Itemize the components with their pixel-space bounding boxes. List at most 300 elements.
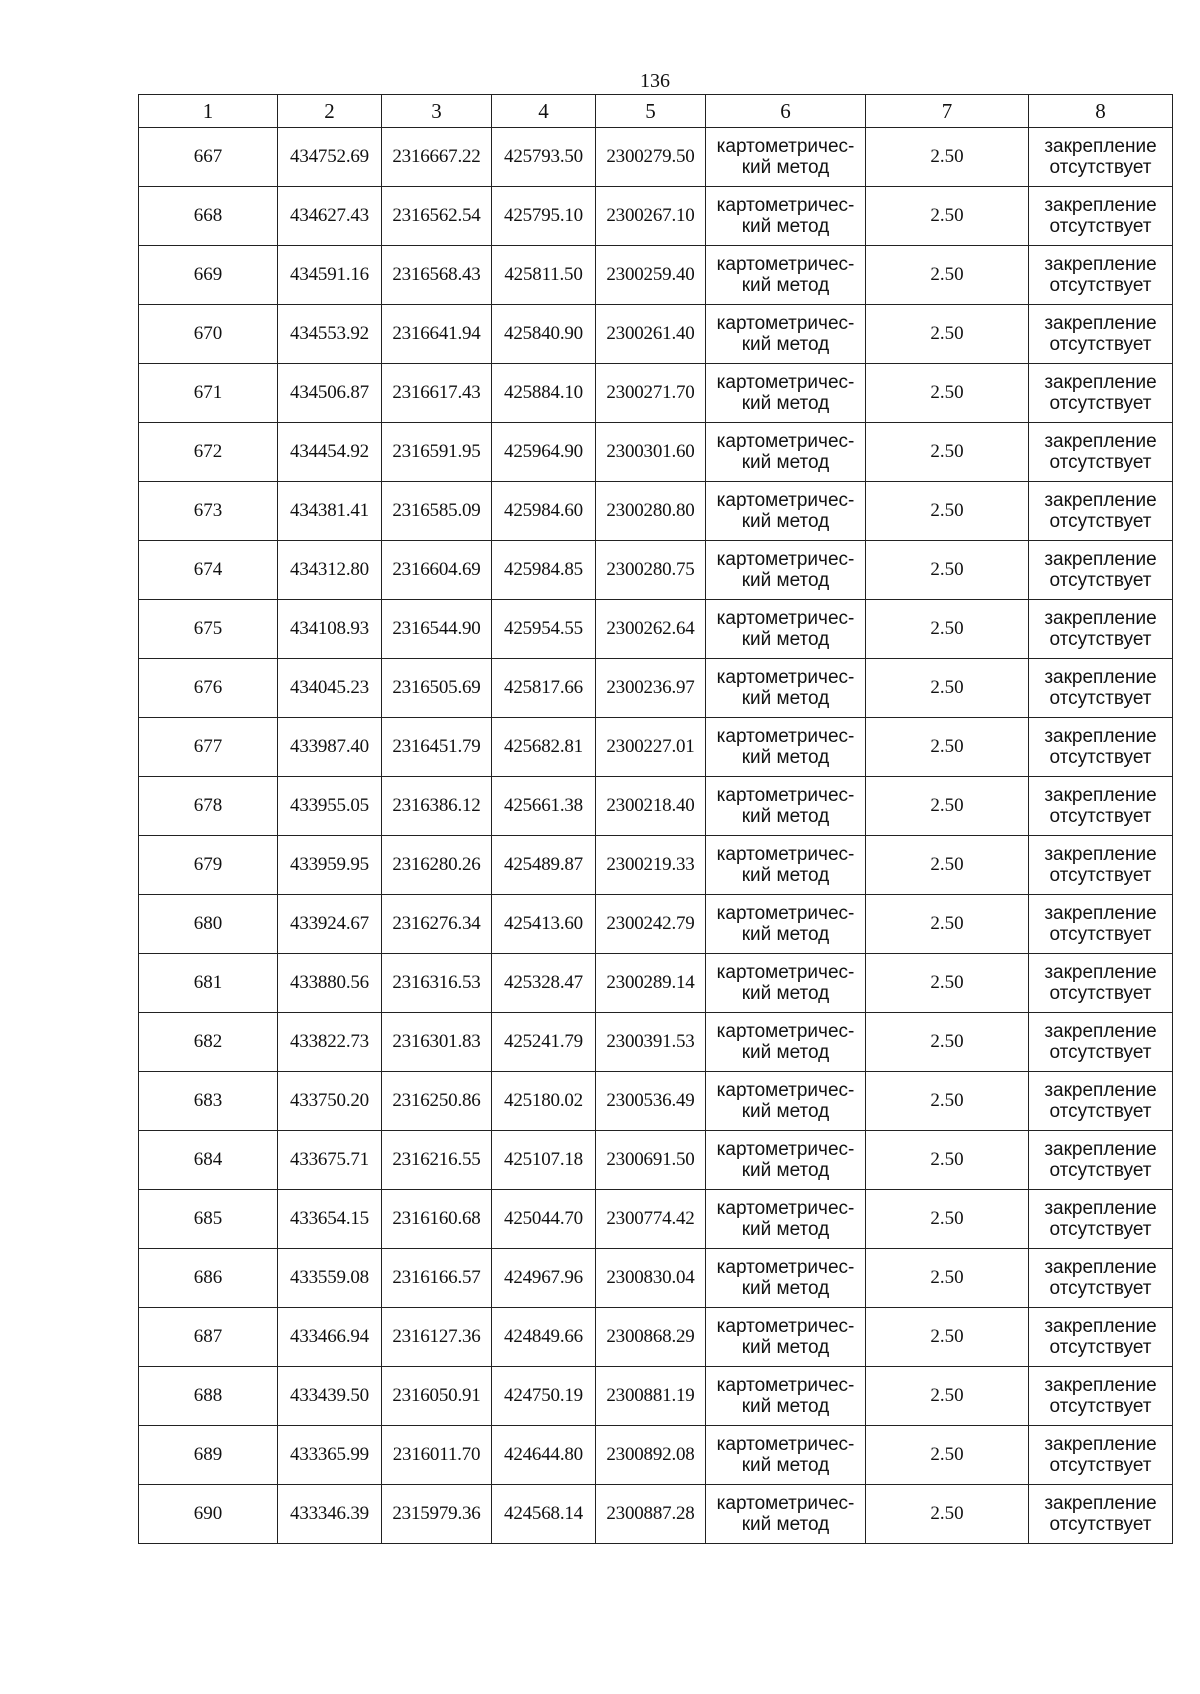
method-line: картометричес- bbox=[716, 1316, 855, 1337]
table-row bbox=[139, 659, 1173, 718]
table-row bbox=[139, 1131, 1173, 1190]
x-coordinate-cell: 433822.73 bbox=[278, 1013, 382, 1072]
fixation-line: закрепление bbox=[1044, 962, 1157, 983]
method-line: кий метод bbox=[741, 629, 830, 650]
y2-coordinate-cell: 2300267.10 bbox=[596, 187, 706, 246]
x-coordinate-cell: 433675.71 bbox=[278, 1131, 382, 1190]
method-cell bbox=[706, 1131, 866, 1190]
point-number-cell: 679 bbox=[139, 836, 278, 895]
point-number-cell: 676 bbox=[139, 659, 278, 718]
method-line: картометричес- bbox=[716, 372, 855, 393]
method-line: кий метод bbox=[741, 924, 830, 945]
x-coordinate-cell: 434454.92 bbox=[278, 423, 382, 482]
fixation-line: закрепление bbox=[1044, 903, 1157, 924]
fixation-line: отсутствует bbox=[1049, 1101, 1152, 1122]
fixation-line: закрепление bbox=[1044, 726, 1157, 747]
y2-coordinate-cell: 2300262.64 bbox=[596, 600, 706, 659]
x2-coordinate-cell: 425817.66 bbox=[492, 659, 596, 718]
x-coordinate-cell: 434381.41 bbox=[278, 482, 382, 541]
method-line: кий метод bbox=[741, 452, 830, 473]
method-line: кий метод bbox=[741, 1514, 830, 1535]
fixation-cell bbox=[1029, 1308, 1173, 1367]
method-line: кий метод bbox=[741, 570, 830, 591]
table-row bbox=[139, 1072, 1173, 1131]
accuracy-cell: 2.50 bbox=[866, 777, 1029, 836]
column-header: 7 bbox=[866, 95, 1029, 128]
method-cell bbox=[706, 836, 866, 895]
accuracy-cell: 2.50 bbox=[866, 1249, 1029, 1308]
point-number-cell: 673 bbox=[139, 482, 278, 541]
x2-coordinate-cell: 424644.80 bbox=[492, 1426, 596, 1485]
x2-coordinate-cell: 425984.85 bbox=[492, 541, 596, 600]
method-cell bbox=[706, 423, 866, 482]
y2-coordinate-cell: 2300242.79 bbox=[596, 895, 706, 954]
column-header: 1 bbox=[139, 95, 278, 128]
table-body bbox=[139, 128, 1173, 1544]
x2-coordinate-cell: 425241.79 bbox=[492, 1013, 596, 1072]
fixation-cell bbox=[1029, 1190, 1173, 1249]
fixation-line: отсутствует bbox=[1049, 629, 1152, 650]
fixation-line: отсутствует bbox=[1049, 275, 1152, 296]
x-coordinate-cell: 434045.23 bbox=[278, 659, 382, 718]
table-row bbox=[139, 482, 1173, 541]
fixation-line: отсутствует bbox=[1049, 688, 1152, 709]
method-line: кий метод bbox=[741, 1337, 830, 1358]
y-coordinate-cell: 2316011.70 bbox=[382, 1426, 492, 1485]
accuracy-cell: 2.50 bbox=[866, 1308, 1029, 1367]
method-line: картометричес- bbox=[716, 726, 855, 747]
method-cell bbox=[706, 1072, 866, 1131]
table-row bbox=[139, 1249, 1173, 1308]
accuracy-cell: 2.50 bbox=[866, 895, 1029, 954]
x2-coordinate-cell: 425984.60 bbox=[492, 482, 596, 541]
x-coordinate-cell: 434591.16 bbox=[278, 246, 382, 305]
y-coordinate-cell: 2316301.83 bbox=[382, 1013, 492, 1072]
table-row bbox=[139, 1308, 1173, 1367]
method-line: кий метод bbox=[741, 1396, 830, 1417]
method-line: картометричес- bbox=[716, 195, 855, 216]
point-number-cell: 681 bbox=[139, 954, 278, 1013]
y2-coordinate-cell: 2300391.53 bbox=[596, 1013, 706, 1072]
fixation-cell bbox=[1029, 482, 1173, 541]
point-number-cell: 689 bbox=[139, 1426, 278, 1485]
column-header: 2 bbox=[278, 95, 382, 128]
method-cell bbox=[706, 1485, 866, 1544]
method-line: кий метод bbox=[741, 806, 830, 827]
method-line: картометричес- bbox=[716, 136, 855, 157]
method-cell bbox=[706, 187, 866, 246]
x2-coordinate-cell: 425682.81 bbox=[492, 718, 596, 777]
method-line: картометричес- bbox=[716, 1021, 855, 1042]
method-line: картометричес- bbox=[716, 254, 855, 275]
fixation-line: отсутствует bbox=[1049, 1337, 1152, 1358]
table-row bbox=[139, 187, 1173, 246]
fixation-line: отсутствует bbox=[1049, 806, 1152, 827]
x2-coordinate-cell: 425413.60 bbox=[492, 895, 596, 954]
table-row bbox=[139, 128, 1173, 187]
fixation-line: закрепление bbox=[1044, 1080, 1157, 1101]
x2-coordinate-cell: 424849.66 bbox=[492, 1308, 596, 1367]
fixation-line: отсутствует bbox=[1049, 1278, 1152, 1299]
method-line: кий метод bbox=[741, 1042, 830, 1063]
table-row bbox=[139, 836, 1173, 895]
fixation-cell bbox=[1029, 246, 1173, 305]
table-row bbox=[139, 600, 1173, 659]
method-cell bbox=[706, 364, 866, 423]
fixation-cell bbox=[1029, 1072, 1173, 1131]
fixation-cell bbox=[1029, 718, 1173, 777]
accuracy-cell: 2.50 bbox=[866, 364, 1029, 423]
fixation-line: отсутствует bbox=[1049, 452, 1152, 473]
fixation-cell bbox=[1029, 600, 1173, 659]
method-cell bbox=[706, 246, 866, 305]
y-coordinate-cell: 2316505.69 bbox=[382, 659, 492, 718]
fixation-line: закрепление bbox=[1044, 1139, 1157, 1160]
table-row bbox=[139, 718, 1173, 777]
method-line: картометричес- bbox=[716, 1080, 855, 1101]
x2-coordinate-cell: 425884.10 bbox=[492, 364, 596, 423]
method-line: картометричес- bbox=[716, 844, 855, 865]
accuracy-cell: 2.50 bbox=[866, 305, 1029, 364]
y-coordinate-cell: 2316641.94 bbox=[382, 305, 492, 364]
point-number-cell: 688 bbox=[139, 1367, 278, 1426]
fixation-cell bbox=[1029, 364, 1173, 423]
fixation-line: отсутствует bbox=[1049, 747, 1152, 768]
method-line: кий метод bbox=[741, 983, 830, 1004]
fixation-line: закрепление bbox=[1044, 313, 1157, 334]
y2-coordinate-cell: 2300301.60 bbox=[596, 423, 706, 482]
table-row bbox=[139, 364, 1173, 423]
column-header: 8 bbox=[1029, 95, 1173, 128]
method-line: кий метод bbox=[741, 393, 830, 414]
x-coordinate-cell: 434312.80 bbox=[278, 541, 382, 600]
y2-coordinate-cell: 2300868.29 bbox=[596, 1308, 706, 1367]
x2-coordinate-cell: 425180.02 bbox=[492, 1072, 596, 1131]
x2-coordinate-cell: 425107.18 bbox=[492, 1131, 596, 1190]
fixation-cell bbox=[1029, 1013, 1173, 1072]
point-number-cell: 670 bbox=[139, 305, 278, 364]
method-line: картометричес- bbox=[716, 1493, 855, 1514]
method-line: картометричес- bbox=[716, 1257, 855, 1278]
method-line: картометричес- bbox=[716, 313, 855, 334]
fixation-cell bbox=[1029, 187, 1173, 246]
fixation-line: закрепление bbox=[1044, 844, 1157, 865]
x2-coordinate-cell: 425661.38 bbox=[492, 777, 596, 836]
point-number-cell: 678 bbox=[139, 777, 278, 836]
table-row bbox=[139, 423, 1173, 482]
y-coordinate-cell: 2316617.43 bbox=[382, 364, 492, 423]
fixation-line: отсутствует bbox=[1049, 334, 1152, 355]
y2-coordinate-cell: 2300271.70 bbox=[596, 364, 706, 423]
method-line: картометричес- bbox=[716, 667, 855, 688]
accuracy-cell: 2.50 bbox=[866, 423, 1029, 482]
fixation-cell bbox=[1029, 836, 1173, 895]
fixation-cell bbox=[1029, 128, 1173, 187]
point-number-cell: 684 bbox=[139, 1131, 278, 1190]
point-number-cell: 669 bbox=[139, 246, 278, 305]
method-line: кий метод bbox=[741, 747, 830, 768]
fixation-cell bbox=[1029, 305, 1173, 364]
method-cell bbox=[706, 482, 866, 541]
x2-coordinate-cell: 425840.90 bbox=[492, 305, 596, 364]
method-line: кий метод bbox=[741, 688, 830, 709]
column-header: 3 bbox=[382, 95, 492, 128]
accuracy-cell: 2.50 bbox=[866, 1485, 1029, 1544]
method-line: кий метод bbox=[741, 275, 830, 296]
method-cell bbox=[706, 1013, 866, 1072]
fixation-cell bbox=[1029, 777, 1173, 836]
accuracy-cell: 2.50 bbox=[866, 600, 1029, 659]
table-row bbox=[139, 1190, 1173, 1249]
x-coordinate-cell: 434506.87 bbox=[278, 364, 382, 423]
x2-coordinate-cell: 425811.50 bbox=[492, 246, 596, 305]
fixation-cell bbox=[1029, 423, 1173, 482]
y-coordinate-cell: 2316316.53 bbox=[382, 954, 492, 1013]
y-coordinate-cell: 2316667.22 bbox=[382, 128, 492, 187]
y2-coordinate-cell: 2300218.40 bbox=[596, 777, 706, 836]
method-cell bbox=[706, 895, 866, 954]
accuracy-cell: 2.50 bbox=[866, 1190, 1029, 1249]
method-cell bbox=[706, 777, 866, 836]
table-row bbox=[139, 246, 1173, 305]
method-line: картометричес- bbox=[716, 431, 855, 452]
y2-coordinate-cell: 2300536.49 bbox=[596, 1072, 706, 1131]
fixation-line: закрепление bbox=[1044, 136, 1157, 157]
method-cell bbox=[706, 1308, 866, 1367]
y-coordinate-cell: 2316562.54 bbox=[382, 187, 492, 246]
method-cell bbox=[706, 1367, 866, 1426]
column-header: 4 bbox=[492, 95, 596, 128]
point-number-cell: 677 bbox=[139, 718, 278, 777]
x-coordinate-cell: 433365.99 bbox=[278, 1426, 382, 1485]
point-number-cell: 682 bbox=[139, 1013, 278, 1072]
fixation-line: отсутствует bbox=[1049, 216, 1152, 237]
point-number-cell: 686 bbox=[139, 1249, 278, 1308]
method-cell bbox=[706, 541, 866, 600]
fixation-line: закрепление bbox=[1044, 608, 1157, 629]
fixation-cell bbox=[1029, 1249, 1173, 1308]
x-coordinate-cell: 433439.50 bbox=[278, 1367, 382, 1426]
fixation-line: отсутствует bbox=[1049, 865, 1152, 886]
x2-coordinate-cell: 425964.90 bbox=[492, 423, 596, 482]
y2-coordinate-cell: 2300289.14 bbox=[596, 954, 706, 1013]
y2-coordinate-cell: 2300691.50 bbox=[596, 1131, 706, 1190]
method-line: кий метод bbox=[741, 511, 830, 532]
point-number-cell: 668 bbox=[139, 187, 278, 246]
accuracy-cell: 2.50 bbox=[866, 1072, 1029, 1131]
accuracy-cell: 2.50 bbox=[866, 541, 1029, 600]
method-cell bbox=[706, 600, 866, 659]
accuracy-cell: 2.50 bbox=[866, 954, 1029, 1013]
point-number-cell: 685 bbox=[139, 1190, 278, 1249]
x2-coordinate-cell: 425489.87 bbox=[492, 836, 596, 895]
page-number: 136 bbox=[640, 70, 670, 92]
method-line: картометричес- bbox=[716, 608, 855, 629]
fixation-cell bbox=[1029, 1485, 1173, 1544]
y-coordinate-cell: 2316568.43 bbox=[382, 246, 492, 305]
y2-coordinate-cell: 2300280.80 bbox=[596, 482, 706, 541]
y-coordinate-cell: 2316276.34 bbox=[382, 895, 492, 954]
method-line: кий метод bbox=[741, 865, 830, 886]
fixation-line: закрепление bbox=[1044, 1198, 1157, 1219]
fixation-line: закрепление bbox=[1044, 254, 1157, 275]
x-coordinate-cell: 433959.95 bbox=[278, 836, 382, 895]
x2-coordinate-cell: 424750.19 bbox=[492, 1367, 596, 1426]
fixation-line: закрепление bbox=[1044, 490, 1157, 511]
x-coordinate-cell: 433654.15 bbox=[278, 1190, 382, 1249]
method-line: кий метод bbox=[741, 334, 830, 355]
method-cell bbox=[706, 659, 866, 718]
x2-coordinate-cell: 425793.50 bbox=[492, 128, 596, 187]
x2-coordinate-cell: 425328.47 bbox=[492, 954, 596, 1013]
x2-coordinate-cell: 425795.10 bbox=[492, 187, 596, 246]
point-number-cell: 675 bbox=[139, 600, 278, 659]
y2-coordinate-cell: 2300280.75 bbox=[596, 541, 706, 600]
fixation-line: отсутствует bbox=[1049, 924, 1152, 945]
fixation-line: закрепление bbox=[1044, 372, 1157, 393]
fixation-line: отсутствует bbox=[1049, 157, 1152, 178]
method-line: кий метод bbox=[741, 1219, 830, 1240]
y2-coordinate-cell: 2300227.01 bbox=[596, 718, 706, 777]
y-coordinate-cell: 2315979.36 bbox=[382, 1485, 492, 1544]
y2-coordinate-cell: 2300774.42 bbox=[596, 1190, 706, 1249]
x-coordinate-cell: 433955.05 bbox=[278, 777, 382, 836]
accuracy-cell: 2.50 bbox=[866, 659, 1029, 718]
accuracy-cell: 2.50 bbox=[866, 128, 1029, 187]
fixation-line: закрепление bbox=[1044, 1375, 1157, 1396]
table-row bbox=[139, 1367, 1173, 1426]
accuracy-cell: 2.50 bbox=[866, 187, 1029, 246]
y2-coordinate-cell: 2300219.33 bbox=[596, 836, 706, 895]
fixation-line: отсутствует bbox=[1049, 511, 1152, 532]
table-row bbox=[139, 1485, 1173, 1544]
fixation-line: отсутствует bbox=[1049, 1396, 1152, 1417]
fixation-line: закрепление bbox=[1044, 1021, 1157, 1042]
fixation-line: отсутствует bbox=[1049, 1514, 1152, 1535]
point-number-cell: 672 bbox=[139, 423, 278, 482]
table-row bbox=[139, 777, 1173, 836]
column-header: 6 bbox=[706, 95, 866, 128]
method-line: картометричес- bbox=[716, 1139, 855, 1160]
x-coordinate-cell: 433466.94 bbox=[278, 1308, 382, 1367]
x-coordinate-cell: 434752.69 bbox=[278, 128, 382, 187]
x-coordinate-cell: 433880.56 bbox=[278, 954, 382, 1013]
point-number-cell: 667 bbox=[139, 128, 278, 187]
fixation-line: закрепление bbox=[1044, 1257, 1157, 1278]
accuracy-cell: 2.50 bbox=[866, 718, 1029, 777]
method-line: картометричес- bbox=[716, 785, 855, 806]
fixation-line: отсутствует bbox=[1049, 1160, 1152, 1181]
y-coordinate-cell: 2316280.26 bbox=[382, 836, 492, 895]
y-coordinate-cell: 2316127.36 bbox=[382, 1308, 492, 1367]
x-coordinate-cell: 434627.43 bbox=[278, 187, 382, 246]
method-cell bbox=[706, 1190, 866, 1249]
y2-coordinate-cell: 2300881.19 bbox=[596, 1367, 706, 1426]
y2-coordinate-cell: 2300887.28 bbox=[596, 1485, 706, 1544]
point-number-cell: 687 bbox=[139, 1308, 278, 1367]
method-line: картометричес- bbox=[716, 903, 855, 924]
fixation-cell bbox=[1029, 1426, 1173, 1485]
x-coordinate-cell: 434108.93 bbox=[278, 600, 382, 659]
method-cell bbox=[706, 305, 866, 364]
y-coordinate-cell: 2316050.91 bbox=[382, 1367, 492, 1426]
x2-coordinate-cell: 424568.14 bbox=[492, 1485, 596, 1544]
method-line: кий метод bbox=[741, 1160, 830, 1181]
fixation-line: закрепление bbox=[1044, 549, 1157, 570]
fixation-line: закрепление bbox=[1044, 195, 1157, 216]
y-coordinate-cell: 2316451.79 bbox=[382, 718, 492, 777]
x-coordinate-cell: 433924.67 bbox=[278, 895, 382, 954]
fixation-line: закрепление bbox=[1044, 667, 1157, 688]
y2-coordinate-cell: 2300259.40 bbox=[596, 246, 706, 305]
x-coordinate-cell: 433559.08 bbox=[278, 1249, 382, 1308]
accuracy-cell: 2.50 bbox=[866, 836, 1029, 895]
method-line: картометричес- bbox=[716, 1375, 855, 1396]
accuracy-cell: 2.50 bbox=[866, 1367, 1029, 1426]
x2-coordinate-cell: 425954.55 bbox=[492, 600, 596, 659]
method-line: кий метод bbox=[741, 1278, 830, 1299]
method-line: картометричес- bbox=[716, 962, 855, 983]
point-number-cell: 680 bbox=[139, 895, 278, 954]
y2-coordinate-cell: 2300279.50 bbox=[596, 128, 706, 187]
fixation-cell bbox=[1029, 541, 1173, 600]
fixation-line: отсутствует bbox=[1049, 393, 1152, 414]
table-row bbox=[139, 541, 1173, 600]
fixation-line: отсутствует bbox=[1049, 1219, 1152, 1240]
fixation-line: закрепление bbox=[1044, 785, 1157, 806]
method-line: картометричес- bbox=[716, 549, 855, 570]
point-number-cell: 671 bbox=[139, 364, 278, 423]
y-coordinate-cell: 2316160.68 bbox=[382, 1190, 492, 1249]
accuracy-cell: 2.50 bbox=[866, 1013, 1029, 1072]
method-cell bbox=[706, 128, 866, 187]
fixation-line: закрепление bbox=[1044, 1434, 1157, 1455]
fixation-line: закрепление bbox=[1044, 431, 1157, 452]
y-coordinate-cell: 2316604.69 bbox=[382, 541, 492, 600]
y2-coordinate-cell: 2300830.04 bbox=[596, 1249, 706, 1308]
accuracy-cell: 2.50 bbox=[866, 482, 1029, 541]
point-number-cell: 683 bbox=[139, 1072, 278, 1131]
method-cell bbox=[706, 718, 866, 777]
y-coordinate-cell: 2316544.90 bbox=[382, 600, 492, 659]
method-cell bbox=[706, 1426, 866, 1485]
method-line: кий метод bbox=[741, 157, 830, 178]
method-line: картометричес- bbox=[716, 1198, 855, 1219]
fixation-cell bbox=[1029, 954, 1173, 1013]
x-coordinate-cell: 433987.40 bbox=[278, 718, 382, 777]
y-coordinate-cell: 2316386.12 bbox=[382, 777, 492, 836]
table-row bbox=[139, 1426, 1173, 1485]
x2-coordinate-cell: 424967.96 bbox=[492, 1249, 596, 1308]
x-coordinate-cell: 434553.92 bbox=[278, 305, 382, 364]
table-row bbox=[139, 895, 1173, 954]
x-coordinate-cell: 433346.39 bbox=[278, 1485, 382, 1544]
point-number-cell: 690 bbox=[139, 1485, 278, 1544]
method-cell bbox=[706, 954, 866, 1013]
x2-coordinate-cell: 425044.70 bbox=[492, 1190, 596, 1249]
y2-coordinate-cell: 2300236.97 bbox=[596, 659, 706, 718]
table-row bbox=[139, 1013, 1173, 1072]
method-line: картометричес- bbox=[716, 490, 855, 511]
fixation-cell bbox=[1029, 1131, 1173, 1190]
fixation-line: отсутствует bbox=[1049, 1455, 1152, 1476]
y-coordinate-cell: 2316591.95 bbox=[382, 423, 492, 482]
table-row bbox=[139, 954, 1173, 1013]
table-row bbox=[139, 305, 1173, 364]
method-line: кий метод bbox=[741, 1455, 830, 1476]
method-line: кий метод bbox=[741, 1101, 830, 1122]
fixation-line: отсутствует bbox=[1049, 1042, 1152, 1063]
